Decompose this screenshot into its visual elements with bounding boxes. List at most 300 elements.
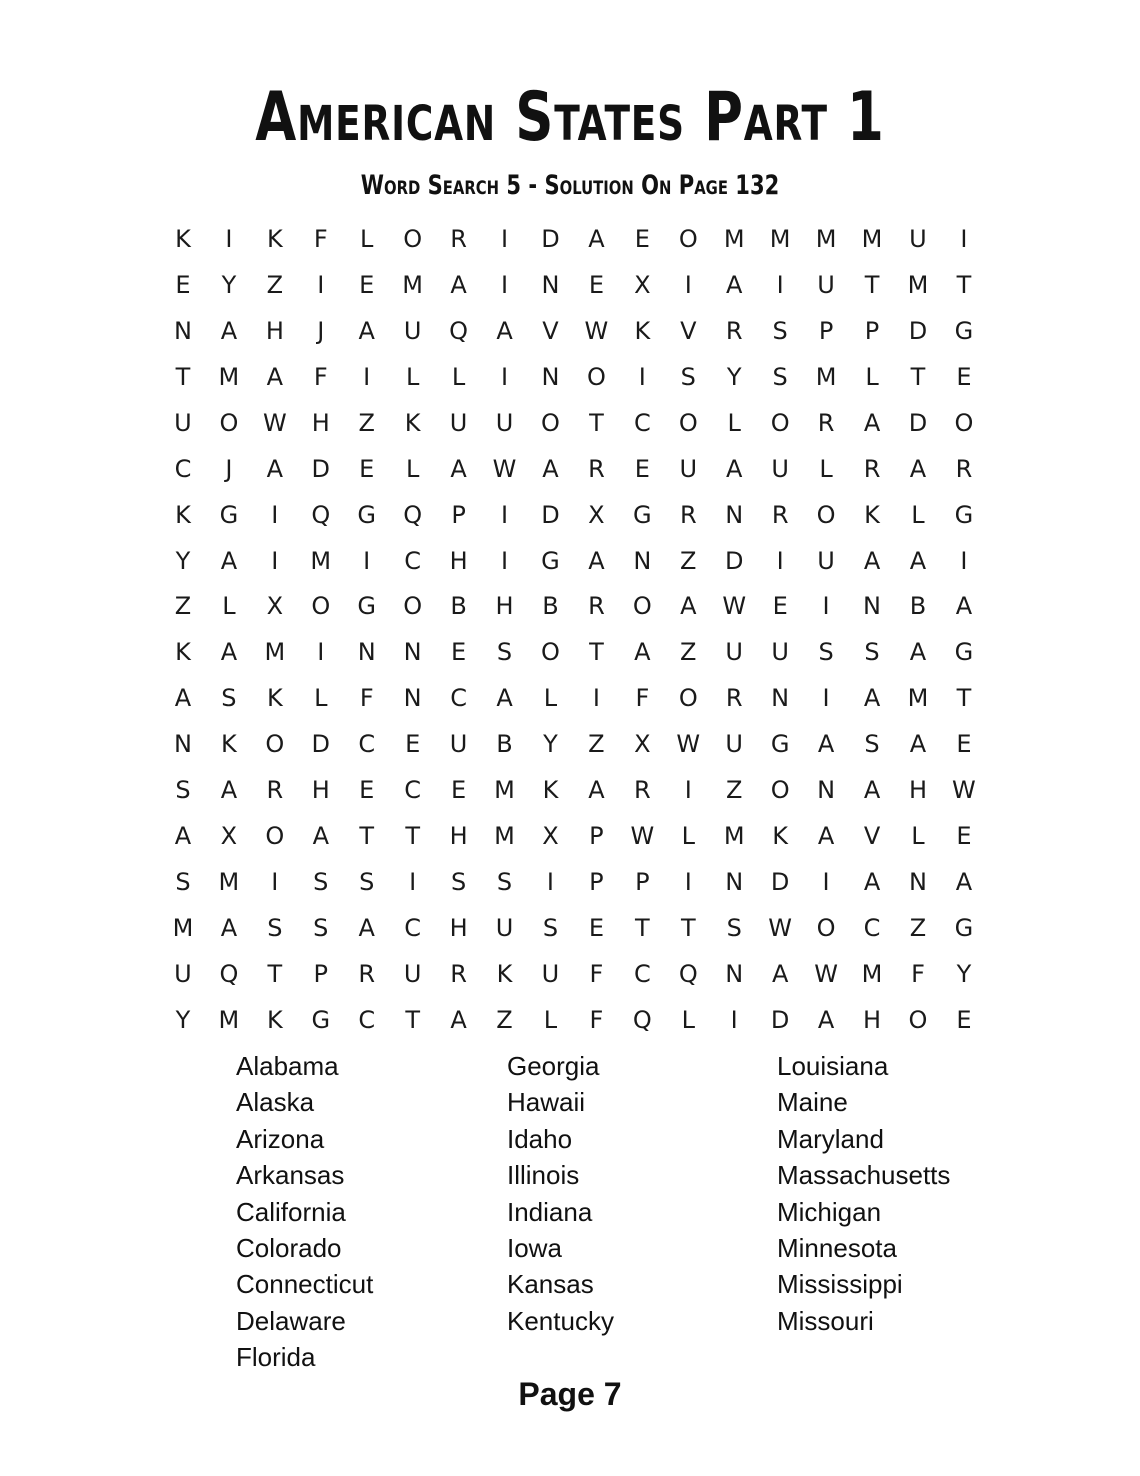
grid-letter: O [632,592,652,621]
grid-letter: F [589,1005,604,1034]
page-subtitle: Word Search 5 - Solution On Page 132 [360,170,780,201]
grid-letter: M [861,224,883,253]
grid-letter: U [495,914,514,943]
grid-letter: C [863,914,881,943]
word-list-item: Idaho [507,1123,573,1154]
word-list-item: Arkansas [236,1160,345,1191]
grid-letter: K [266,1005,283,1034]
grid-letter: A [588,224,605,253]
word-list-item: Missouri [777,1305,874,1336]
grid-letter: S [175,776,191,805]
grid-letter: R [358,959,376,988]
grid-letter: G [633,500,652,529]
grid-letter: G [357,500,377,529]
grid-letter: M [494,822,515,851]
grid-letter: L [405,454,420,483]
grid-letter: A [220,776,238,805]
grid-letter: H [863,1005,882,1034]
grid-letter: N [725,500,744,529]
grid-letter: A [863,546,881,575]
grid-letter: V [680,316,697,345]
grid-letter: T [175,362,191,391]
grid-letter: R [863,454,881,483]
grid-letter: N [725,959,744,988]
grid-letter: A [726,270,743,299]
grid-letter: I [409,868,417,897]
grid-letter: N [173,730,192,759]
grid-letter: U [771,638,789,667]
grid-letter: L [222,592,236,621]
grid-letter: O [541,638,560,667]
grid-letter: S [864,730,880,759]
word-list-item: Mississippi [777,1269,903,1300]
grid-letter: V [863,822,881,851]
grid-letter: Z [496,1005,513,1034]
grid-letter: U [403,959,422,988]
grid-letter: T [405,822,420,851]
grid-letter: B [909,592,927,621]
grid-letter: T [589,408,604,437]
grid-letter: H [449,822,468,851]
grid-letter: R [817,408,835,437]
grid-letter: O [954,408,974,437]
grid-letter: T [405,1005,420,1034]
grid-letter: A [909,454,927,483]
grid-letter: W [952,776,976,805]
grid-letter: D [541,500,560,529]
grid-letter: T [635,914,650,943]
grid-letter: N [541,362,560,391]
grid-letter: Z [909,914,927,943]
word-list-item: Maine [777,1087,848,1118]
grid-letter: M [218,1005,240,1034]
grid-letter: W [722,592,747,621]
page-title: American States Part 1 [255,78,885,157]
grid-letter: A [174,822,192,851]
grid-letter: A [588,776,605,805]
grid-letter: L [911,822,925,851]
grid-letter: I [271,868,279,897]
grid-letter: P [864,316,880,345]
grid-letter: I [638,362,646,391]
grid-letter: N [357,638,376,667]
grid-letter: R [450,224,467,253]
grid-letter: R [725,316,743,345]
grid-letter: A [220,638,238,667]
grid-letter: N [725,868,744,897]
grid-letter: Q [632,1005,652,1034]
grid-letter: A [771,959,789,988]
grid-letter: Y [175,1005,191,1034]
grid-letter: S [175,868,191,897]
grid-letter: U [403,316,422,345]
grid-letter: K [175,500,191,529]
grid-letter: N [817,776,836,805]
grid-letter: E [634,224,650,253]
grid-letter: Y [956,959,972,988]
grid-letter: A [450,270,467,299]
grid-letter: Z [725,776,743,805]
grid-letter: C [358,730,376,759]
grid-letter: H [495,592,514,621]
grid-letter: G [954,316,974,345]
grid-letter: U [541,959,560,988]
grid-letter: M [815,362,837,391]
grid-letter: U [909,224,927,253]
grid-letter: F [359,684,374,713]
grid-letter: O [403,224,423,253]
grid-letter: I [317,638,325,667]
grid-letter: I [500,500,509,529]
grid-letter: K [266,224,283,253]
grid-letter: X [634,270,651,299]
grid-letter: S [313,914,329,943]
grid-letter: I [271,500,279,529]
grid-letter: G [770,730,790,759]
grid-letter: I [776,270,784,299]
grid-letter: L [543,1005,558,1034]
grid-letter: A [312,822,329,851]
grid-letter: X [220,822,238,851]
word-list-item: Kansas [507,1269,594,1300]
grid-letter: A [955,592,973,621]
grid-letter: E [588,914,604,943]
grid-letter: E [956,1005,972,1034]
grid-letter: E [956,362,972,391]
grid-letter: F [635,684,650,713]
grid-letter: U [817,270,835,299]
grid-letter: A [680,592,697,621]
grid-letter: K [634,316,651,345]
grid-letter: M [402,270,424,299]
grid-letter: M [218,362,240,391]
grid-letter: I [225,224,233,253]
grid-letter: E [956,730,972,759]
grid-letter: E [405,730,421,759]
word-list-item: Georgia [507,1051,600,1081]
word-list-item: California [236,1196,346,1227]
grid-letter: S [772,316,788,345]
grid-letter: X [634,730,651,759]
word-list-item: Kentucky [507,1305,614,1336]
word-list-item: Louisiana [777,1051,889,1081]
grid-letter: O [403,592,423,621]
grid-letter: O [265,730,285,759]
grid-letter: N [541,270,560,299]
grid-letter: A [588,546,605,575]
grid-letter: U [449,730,468,759]
letter-grid [160,216,987,1043]
word-list-item: Iowa [507,1233,562,1264]
grid-letter: T [359,822,375,851]
grid-letter: D [770,1005,790,1034]
grid-letter: O [586,362,606,391]
grid-letter: A [266,362,284,391]
grid-letter: C [174,454,192,483]
grid-letter: O [678,224,698,253]
grid-letter: I [776,546,784,575]
grid-letter: T [680,914,696,943]
grid-letter: Z [680,638,697,667]
grid-letter: R [450,959,467,988]
grid-letter: H [311,408,330,437]
grid-letter: O [770,408,790,437]
grid-letter: E [772,592,788,621]
grid-letter: L [543,684,558,713]
grid-letter: E [634,454,650,483]
grid-letter: N [403,638,422,667]
grid-letter: M [218,868,240,897]
grid-letter: E [588,270,604,299]
grid-letter: O [770,776,790,805]
grid-letter: H [265,316,284,345]
grid-letter: X [266,592,284,621]
grid-letter: K [404,408,421,437]
grid-letter: T [910,362,926,391]
grid-letter: P [313,959,329,988]
grid-letter: H [449,546,468,575]
grid-letter: S [359,868,375,897]
grid-letter: E [956,822,972,851]
grid-letter: N [173,316,192,345]
grid-letter: I [500,362,509,391]
grid-letter: C [358,1005,376,1034]
grid-letter: P [589,822,604,851]
grid-letter: M [723,224,745,253]
grid-letter: J [317,316,325,345]
grid-letter: L [360,224,374,253]
grid-letter: D [541,224,560,253]
grid-letter: H [449,914,468,943]
grid-letter: I [684,776,692,805]
grid-letter: M [815,224,837,253]
grid-letter: W [630,822,655,851]
grid-letter: O [678,408,698,437]
grid-letter: Q [219,959,239,988]
grid-letter: I [960,224,968,253]
grid-letter: V [542,316,559,345]
grid-letter: S [772,362,788,391]
grid-letter: M [907,270,929,299]
grid-letter: I [500,270,509,299]
grid-letter: G [954,914,974,943]
grid-letter: A [817,822,835,851]
grid-letter: U [679,454,698,483]
word-list [236,1048,1037,1376]
grid-letter: C [633,408,651,437]
grid-letter: A [496,684,513,713]
grid-letter: T [589,638,604,667]
word-list-item: Delaware [236,1305,346,1336]
grid-letter: M [264,638,286,667]
grid-letter: T [864,270,880,299]
grid-letter: I [546,868,554,897]
grid-letter: I [500,546,509,575]
grid-letter: W [584,316,609,345]
grid-letter: Q [678,959,698,988]
grid-letter: H [311,776,330,805]
grid-letter: A [726,454,743,483]
grid-letter: W [676,730,701,759]
grid-letter: I [592,684,600,713]
grid-letter: F [313,362,328,391]
grid-letter: A [542,454,559,483]
grid-letter: U [174,408,192,437]
word-list-item: Arizona [236,1123,325,1154]
grid-letter: A [955,868,973,897]
grid-letter: R [955,454,973,483]
grid-letter: G [219,500,239,529]
grid-letter: A [174,684,192,713]
grid-letter: A [450,1005,467,1034]
grid-letter: I [271,546,279,575]
grid-letter: L [405,362,420,391]
grid-letter: W [262,408,287,437]
grid-letter: I [363,362,371,391]
grid-letter: Q [449,316,469,345]
grid-letter: A [220,546,238,575]
grid-letter: K [772,822,789,851]
grid-letter: R [679,500,697,529]
grid-letter: I [822,592,830,621]
grid-letter: U [725,638,743,667]
grid-letter: U [725,730,743,759]
grid-letter: I [684,868,692,897]
grid-letter: N [908,868,927,897]
grid-letter: E [359,270,375,299]
grid-letter: A [909,730,927,759]
grid-letter: Y [726,362,742,391]
grid-letter: R [634,776,651,805]
grid-letter: D [311,730,331,759]
grid-letter: O [541,408,560,437]
grid-letter: A [909,546,927,575]
grid-letter: R [266,776,284,805]
grid-letter: N [863,592,881,621]
grid-letter: B [496,730,513,759]
grid-letter: N [771,684,790,713]
grid-letter: I [317,270,325,299]
grid-letter: M [723,822,745,851]
grid-letter: G [541,546,560,575]
grid-letter: L [681,1005,695,1034]
grid-letter: E [359,776,375,805]
grid-letter: S [818,638,834,667]
grid-letter: S [680,362,696,391]
grid-letter: S [267,914,283,943]
page-number: Page 7 [518,1376,622,1412]
grid-letter: T [956,684,972,713]
grid-letter: I [684,270,692,299]
grid-letter: M [907,684,929,713]
grid-letter: U [495,408,514,437]
grid-letter: C [633,959,651,988]
grid-letter: C [404,546,422,575]
grid-letter: F [313,224,328,253]
grid-letter: K [175,224,191,253]
word-column [507,1048,777,1376]
grid-letter: A [450,454,467,483]
grid-letter: L [819,454,833,483]
grid-letter: R [771,500,789,529]
grid-letter: E [175,270,191,299]
grid-letter: I [730,1005,738,1034]
grid-letter: M [494,776,515,805]
grid-letter: L [865,362,879,391]
grid-letter: U [174,959,192,988]
grid-letter: K [221,730,237,759]
word-list-item: Minnesota [777,1233,897,1264]
grid-letter: D [724,546,744,575]
word-list-item: Michigan [777,1196,882,1227]
grid-letter: F [589,959,604,988]
grid-letter: X [588,500,605,529]
word-list-item: Indiana [507,1196,593,1227]
grid-letter: E [451,776,467,805]
grid-letter: I [363,546,371,575]
grid-letter: A [266,454,284,483]
word-list-item: Illinois [507,1160,580,1191]
grid-letter: Z [266,270,284,299]
grid-letter: I [822,868,830,897]
grid-letter: B [450,592,467,621]
grid-letter: M [310,546,332,575]
grid-letter: Q [403,500,423,529]
grid-letter: L [451,362,466,391]
grid-letter: K [496,959,513,988]
grid-letter: W [492,454,517,483]
grid-letter: W [814,959,838,988]
grid-letter: A [496,316,513,345]
grid-letter: O [678,684,698,713]
grid-letter: C [404,776,422,805]
word-list-item: Florida [236,1342,316,1373]
word-list-item: Connecticut [236,1269,374,1300]
grid-letter: S [496,638,513,667]
grid-letter: O [816,914,836,943]
grid-letter: S [450,868,467,897]
grid-letter: N [403,684,422,713]
grid-letter: L [681,822,695,851]
grid-letter: R [588,592,605,621]
grid-letter: M [172,914,194,943]
grid-letter: D [770,868,790,897]
grid-letter: L [727,408,741,437]
grid-letter: A [817,730,835,759]
grid-letter: S [221,684,237,713]
grid-letter: W [768,914,793,943]
word-list-item: Massachusetts [777,1160,951,1191]
grid-letter: H [908,776,927,805]
grid-letter: N [633,546,652,575]
grid-letter: I [960,546,968,575]
grid-letter: D [311,454,331,483]
grid-letter: O [816,500,836,529]
grid-letter: I [500,224,509,253]
word-list-item: Maryland [777,1123,884,1154]
grid-letter: A [863,408,881,437]
grid-letter: D [908,408,928,437]
grid-letter: E [451,638,467,667]
grid-letter: G [954,638,974,667]
grid-letter: U [449,408,468,437]
grid-letter: A [220,914,238,943]
grid-letter: P [451,500,466,529]
grid-letter: R [725,684,743,713]
grid-letter: Y [175,546,191,575]
grid-letter: T [956,270,972,299]
grid-letter: Z [174,592,192,621]
